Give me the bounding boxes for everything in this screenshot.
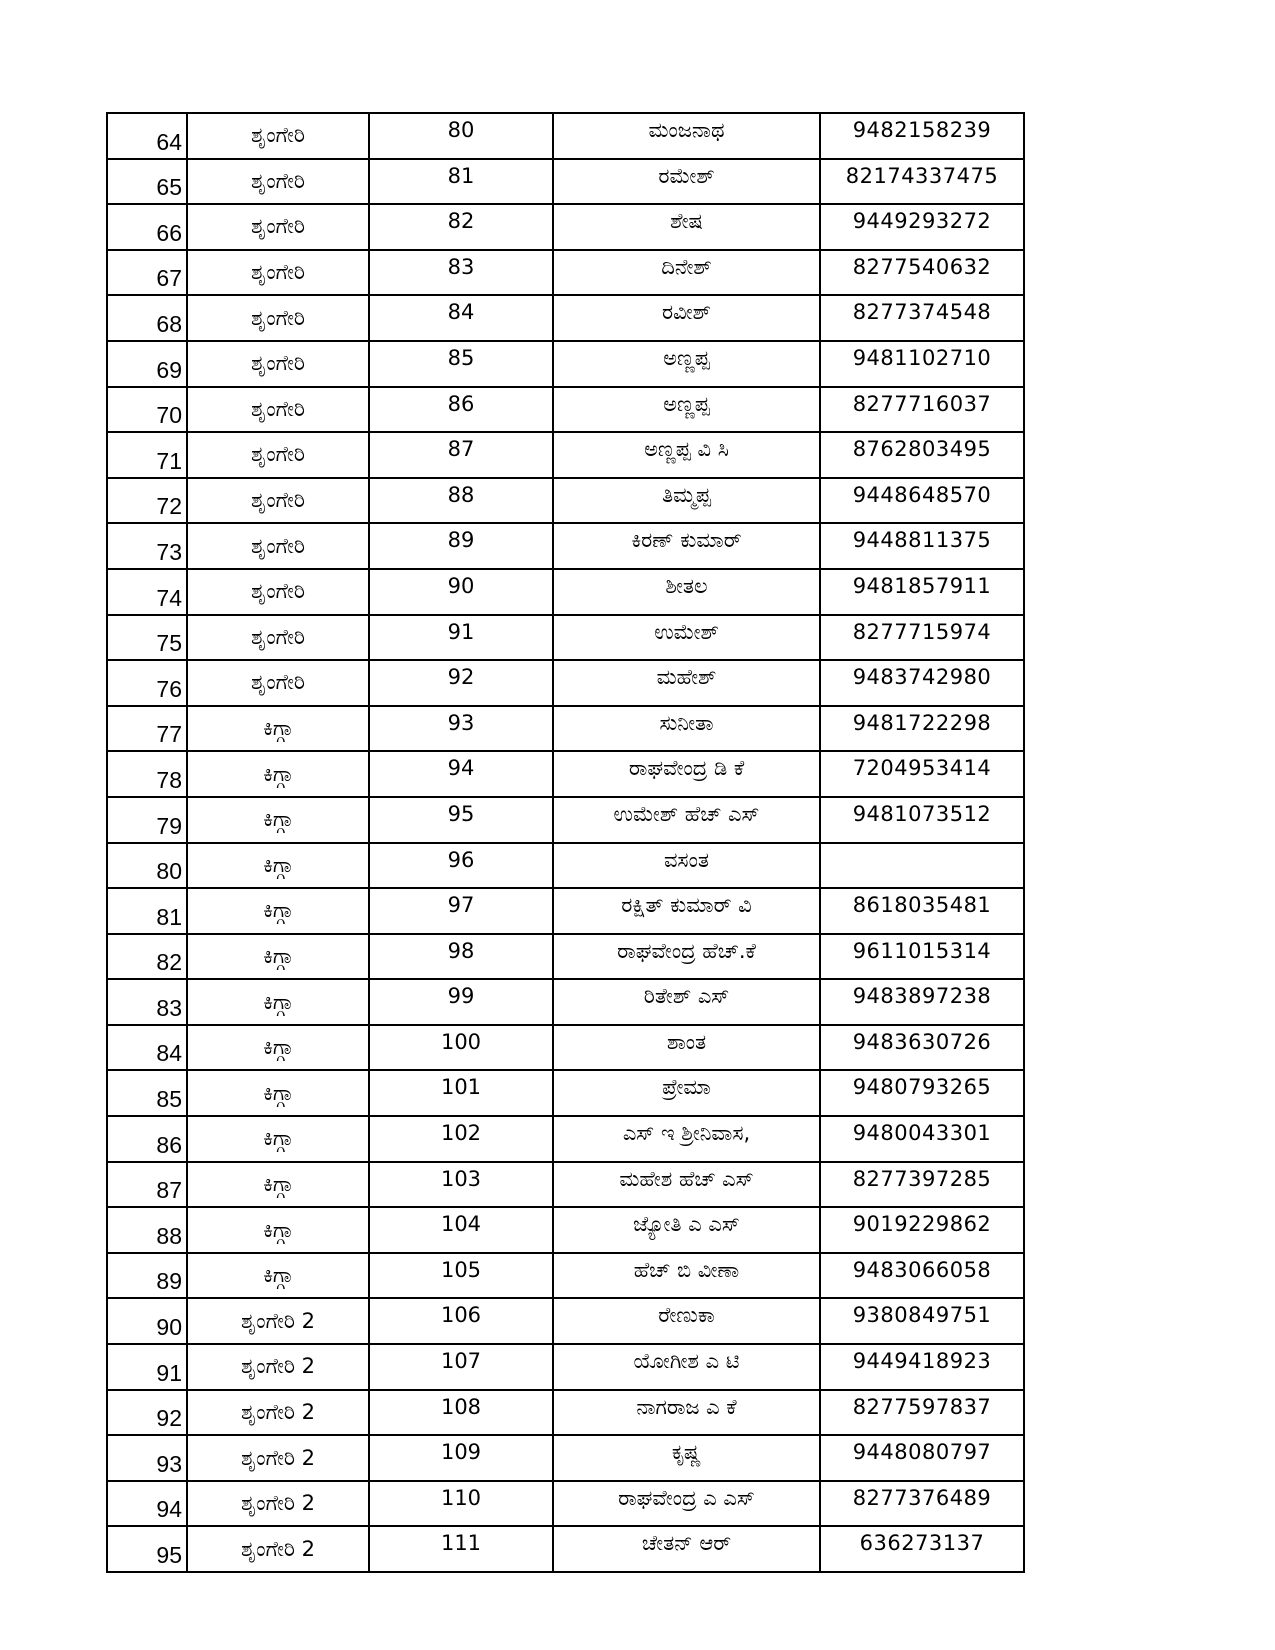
id-number-cell: 104 [369, 1207, 553, 1253]
person-name-cell: ಪ್ರೇಮಾ [553, 1070, 820, 1116]
id-number-cell: 101 [369, 1070, 553, 1116]
table-row [107, 979, 1024, 1025]
location-cell: ಕಿಗ್ಗಾ [187, 1116, 369, 1162]
serial-number-cell: 77 [107, 706, 187, 752]
phone-number-cell: 9482158239 [820, 113, 1024, 159]
phone-number-cell: 9448648570 [820, 478, 1024, 524]
table-row [107, 1253, 1024, 1299]
id-number-cell: 97 [369, 888, 553, 934]
staff-contact-table [106, 112, 1025, 1573]
id-number-cell: 88 [369, 478, 553, 524]
location-cell: ಶೃಂಗೇರಿ 2 [187, 1344, 369, 1390]
id-number-cell: 91 [369, 615, 553, 661]
table-row [107, 934, 1024, 980]
person-name-cell: ಅಣ್ಣಪ್ಪ ವಿ ಸಿ [553, 432, 820, 478]
id-number-cell: 89 [369, 523, 553, 569]
phone-number-cell: 9449418923 [820, 1344, 1024, 1390]
table-row [107, 432, 1024, 478]
table-row [107, 113, 1024, 159]
serial-number-cell: 85 [107, 1070, 187, 1116]
phone-number-cell: 9481102710 [820, 341, 1024, 387]
person-name-cell: ಶಾಂತ [553, 1025, 820, 1071]
table-row [107, 1435, 1024, 1481]
phone-number-cell: 9481073512 [820, 797, 1024, 843]
table-row [107, 1207, 1024, 1253]
serial-number-cell: 69 [107, 341, 187, 387]
serial-number-cell: 93 [107, 1435, 187, 1481]
phone-number-cell: 9380849751 [820, 1298, 1024, 1344]
table-row [107, 1390, 1024, 1436]
id-number-cell: 105 [369, 1253, 553, 1299]
table-row [107, 341, 1024, 387]
location-cell: ಕಿಗ್ಗಾ [187, 706, 369, 752]
table-row [107, 615, 1024, 661]
table-row [107, 751, 1024, 797]
id-number-cell: 110 [369, 1481, 553, 1527]
person-name-cell: ರಕ್ಷಿತ್ ಕುಮಾರ್ ವಿ [553, 888, 820, 934]
location-cell: ಶೃಂಗೇರಿ [187, 615, 369, 661]
location-cell: ಶೃಂಗೇರಿ [187, 341, 369, 387]
id-number-cell: 103 [369, 1162, 553, 1208]
id-number-cell: 107 [369, 1344, 553, 1390]
serial-number-cell: 74 [107, 569, 187, 615]
location-cell: ಶೃಂಗೇರಿ 2 [187, 1481, 369, 1527]
id-number-cell: 93 [369, 706, 553, 752]
id-number-cell: 90 [369, 569, 553, 615]
id-number-cell: 108 [369, 1390, 553, 1436]
person-name-cell: ತಿಮ್ಮಪ್ಪ [553, 478, 820, 524]
location-cell: ಶೃಂಗೇರಿ [187, 569, 369, 615]
serial-number-cell: 80 [107, 843, 187, 889]
id-number-cell: 92 [369, 660, 553, 706]
id-number-cell: 86 [369, 387, 553, 433]
phone-number-cell: 9448080797 [820, 1435, 1024, 1481]
person-name-cell: ಜ್ಯೋತಿ ಎ ಎಸ್ [553, 1207, 820, 1253]
serial-number-cell: 65 [107, 159, 187, 205]
phone-number-cell: 636273137 [820, 1526, 1024, 1572]
location-cell: ಶೃಂಗೇರಿ 2 [187, 1526, 369, 1572]
location-cell: ಶೃಂಗೇರಿ [187, 159, 369, 205]
serial-number-cell: 91 [107, 1344, 187, 1390]
location-cell: ಕಿಗ್ಗಾ [187, 1162, 369, 1208]
serial-number-cell: 88 [107, 1207, 187, 1253]
person-name-cell: ಅಣ್ಣಪ್ಪ [553, 387, 820, 433]
table-row [107, 1070, 1024, 1116]
phone-number-cell: 9483066058 [820, 1253, 1024, 1299]
id-number-cell: 84 [369, 295, 553, 341]
person-name-cell: ಮಂಜನಾಥ [553, 113, 820, 159]
id-number-cell: 106 [369, 1298, 553, 1344]
person-name-cell: ರಿತೇಶ್ ಎಸ್ [553, 979, 820, 1025]
person-name-cell: ರೇಣುಕಾ [553, 1298, 820, 1344]
serial-number-cell: 78 [107, 751, 187, 797]
phone-number-cell: 8277716037 [820, 387, 1024, 433]
serial-number-cell: 68 [107, 295, 187, 341]
location-cell: ಶೃಂಗೇರಿ [187, 523, 369, 569]
phone-number-cell: 9480793265 [820, 1070, 1024, 1116]
phone-number-cell: 8277376489 [820, 1481, 1024, 1527]
table-row [107, 204, 1024, 250]
id-number-cell: 83 [369, 250, 553, 296]
phone-number-cell: 9483897238 [820, 979, 1024, 1025]
person-name-cell: ಕಿರಣ್ ಕುಮಾರ್ [553, 523, 820, 569]
table-row [107, 797, 1024, 843]
location-cell: ಶೃಂಗೇರಿ 2 [187, 1390, 369, 1436]
table-row [107, 1481, 1024, 1527]
person-name-cell: ವಸಂತ [553, 843, 820, 889]
person-name-cell: ಚೇತನ್ ಆರ್ [553, 1526, 820, 1572]
table-row [107, 706, 1024, 752]
phone-number-cell [820, 843, 1024, 889]
serial-number-cell: 90 [107, 1298, 187, 1344]
person-name-cell: ರವೀಶ್ [553, 295, 820, 341]
phone-number-cell: 9483630726 [820, 1025, 1024, 1071]
id-number-cell: 102 [369, 1116, 553, 1162]
table-row [107, 159, 1024, 205]
phone-number-cell: 9481857911 [820, 569, 1024, 615]
phone-number-cell: 8277374548 [820, 295, 1024, 341]
person-name-cell: ಕೃಷ್ಣ [553, 1435, 820, 1481]
phone-number-cell: 8762803495 [820, 432, 1024, 478]
phone-number-cell: 82174337475 [820, 159, 1024, 205]
serial-number-cell: 87 [107, 1162, 187, 1208]
location-cell: ಕಿಗ್ಗಾ [187, 934, 369, 980]
person-name-cell: ಮಹೇಶ್ [553, 660, 820, 706]
person-name-cell: ಶೀತಲ [553, 569, 820, 615]
person-name-cell: ನಾಗರಾಜ ಎ ಕೆ [553, 1390, 820, 1436]
person-name-cell: ಸುನೀತಾ [553, 706, 820, 752]
id-number-cell: 109 [369, 1435, 553, 1481]
person-name-cell: ಉಮೇಶ್ ಹೆಚ್ ಎಸ್ [553, 797, 820, 843]
person-name-cell: ಎಸ್ ಇ ಶ್ರೀನಿವಾಸ, [553, 1116, 820, 1162]
table-row [107, 250, 1024, 296]
location-cell: ಶೃಂಗೇರಿ [187, 204, 369, 250]
serial-number-cell: 72 [107, 478, 187, 524]
table-row [107, 843, 1024, 889]
location-cell: ಶೃಂಗೇರಿ [187, 113, 369, 159]
id-number-cell: 85 [369, 341, 553, 387]
id-number-cell: 111 [369, 1526, 553, 1572]
location-cell: ಕಿಗ್ಗಾ [187, 1253, 369, 1299]
location-cell: ಕಿಗ್ಗಾ [187, 797, 369, 843]
phone-number-cell: 8277540632 [820, 250, 1024, 296]
location-cell: ಶೃಂಗೇರಿ [187, 432, 369, 478]
location-cell: ಕಿಗ್ಗಾ [187, 1070, 369, 1116]
phone-number-cell: 9480043301 [820, 1116, 1024, 1162]
serial-number-cell: 94 [107, 1481, 187, 1527]
id-number-cell: 99 [369, 979, 553, 1025]
table-row [107, 1526, 1024, 1572]
location-cell: ಕಿಗ್ಗಾ [187, 1207, 369, 1253]
phone-number-cell: 8277715974 [820, 615, 1024, 661]
serial-number-cell: 73 [107, 523, 187, 569]
phone-number-cell: 9611015314 [820, 934, 1024, 980]
table-row [107, 478, 1024, 524]
phone-number-cell: 8618035481 [820, 888, 1024, 934]
location-cell: ಶೃಂಗೇರಿ [187, 387, 369, 433]
phone-number-cell: 9448811375 [820, 523, 1024, 569]
serial-number-cell: 81 [107, 888, 187, 934]
serial-number-cell: 67 [107, 250, 187, 296]
table-row [107, 888, 1024, 934]
location-cell: ಕಿಗ್ಗಾ [187, 751, 369, 797]
serial-number-cell: 66 [107, 204, 187, 250]
person-name-cell: ರಾಘವೇಂದ್ರ ಎ ಎಸ್ [553, 1481, 820, 1527]
serial-number-cell: 79 [107, 797, 187, 843]
serial-number-cell: 84 [107, 1025, 187, 1071]
table-row [107, 387, 1024, 433]
location-cell: ಕಿಗ್ಗಾ [187, 1025, 369, 1071]
table-row [107, 523, 1024, 569]
person-name-cell: ಮಹೇಶ ಹೆಚ್ ಎಸ್ [553, 1162, 820, 1208]
phone-number-cell: 8277597837 [820, 1390, 1024, 1436]
location-cell: ಶೃಂಗೇರಿ [187, 478, 369, 524]
table-row [107, 1162, 1024, 1208]
person-name-cell: ಉಮೇಶ್ [553, 615, 820, 661]
id-number-cell: 82 [369, 204, 553, 250]
table-row [107, 1344, 1024, 1390]
serial-number-cell: 75 [107, 615, 187, 661]
serial-number-cell: 86 [107, 1116, 187, 1162]
serial-number-cell: 70 [107, 387, 187, 433]
location-cell: ಶೃಂಗೇರಿ 2 [187, 1435, 369, 1481]
person-name-cell: ರಾಘವೇಂದ್ರ ಡಿ ಕೆ [553, 751, 820, 797]
id-number-cell: 95 [369, 797, 553, 843]
location-cell: ಕಿಗ್ಗಾ [187, 843, 369, 889]
serial-number-cell: 89 [107, 1253, 187, 1299]
phone-number-cell: 9483742980 [820, 660, 1024, 706]
id-number-cell: 80 [369, 113, 553, 159]
location-cell: ಶೃಂಗೇರಿ [187, 660, 369, 706]
serial-number-cell: 64 [107, 113, 187, 159]
table-row [107, 295, 1024, 341]
location-cell: ಶೃಂಗೇರಿ 2 [187, 1298, 369, 1344]
table-row [107, 660, 1024, 706]
table-row [107, 1025, 1024, 1071]
id-number-cell: 98 [369, 934, 553, 980]
person-name-cell: ಅಣ್ಣಪ್ಪ [553, 341, 820, 387]
serial-number-cell: 95 [107, 1526, 187, 1572]
person-name-cell: ಶೇಷ [553, 204, 820, 250]
person-name-cell: ರಾಘವೇಂದ್ರ ಹೆಚ್.ಕೆ [553, 934, 820, 980]
id-number-cell: 100 [369, 1025, 553, 1071]
phone-number-cell: 9481722298 [820, 706, 1024, 752]
location-cell: ಶೃಂಗೇರಿ [187, 295, 369, 341]
person-name-cell: ರಮೇಶ್ [553, 159, 820, 205]
person-name-cell: ಯೋಗೀಶ ಎ ಟಿ [553, 1344, 820, 1390]
phone-number-cell: 9449293272 [820, 204, 1024, 250]
person-name-cell: ಹೆಚ್ ಬಿ ವೀಣಾ [553, 1253, 820, 1299]
id-number-cell: 87 [369, 432, 553, 478]
id-number-cell: 94 [369, 751, 553, 797]
table-row [107, 1298, 1024, 1344]
location-cell: ಕಿಗ್ಗಾ [187, 888, 369, 934]
serial-number-cell: 92 [107, 1390, 187, 1436]
person-name-cell: ದಿನೇಶ್ [553, 250, 820, 296]
serial-number-cell: 76 [107, 660, 187, 706]
phone-number-cell: 8277397285 [820, 1162, 1024, 1208]
phone-number-cell: 7204953414 [820, 751, 1024, 797]
location-cell: ಶೃಂಗೇರಿ [187, 250, 369, 296]
serial-number-cell: 82 [107, 934, 187, 980]
table-row [107, 569, 1024, 615]
phone-number-cell: 9019229862 [820, 1207, 1024, 1253]
id-number-cell: 96 [369, 843, 553, 889]
location-cell: ಕಿಗ್ಗಾ [187, 979, 369, 1025]
serial-number-cell: 71 [107, 432, 187, 478]
serial-number-cell: 83 [107, 979, 187, 1025]
id-number-cell: 81 [369, 159, 553, 205]
table-body [107, 113, 1024, 1572]
table-row [107, 1116, 1024, 1162]
